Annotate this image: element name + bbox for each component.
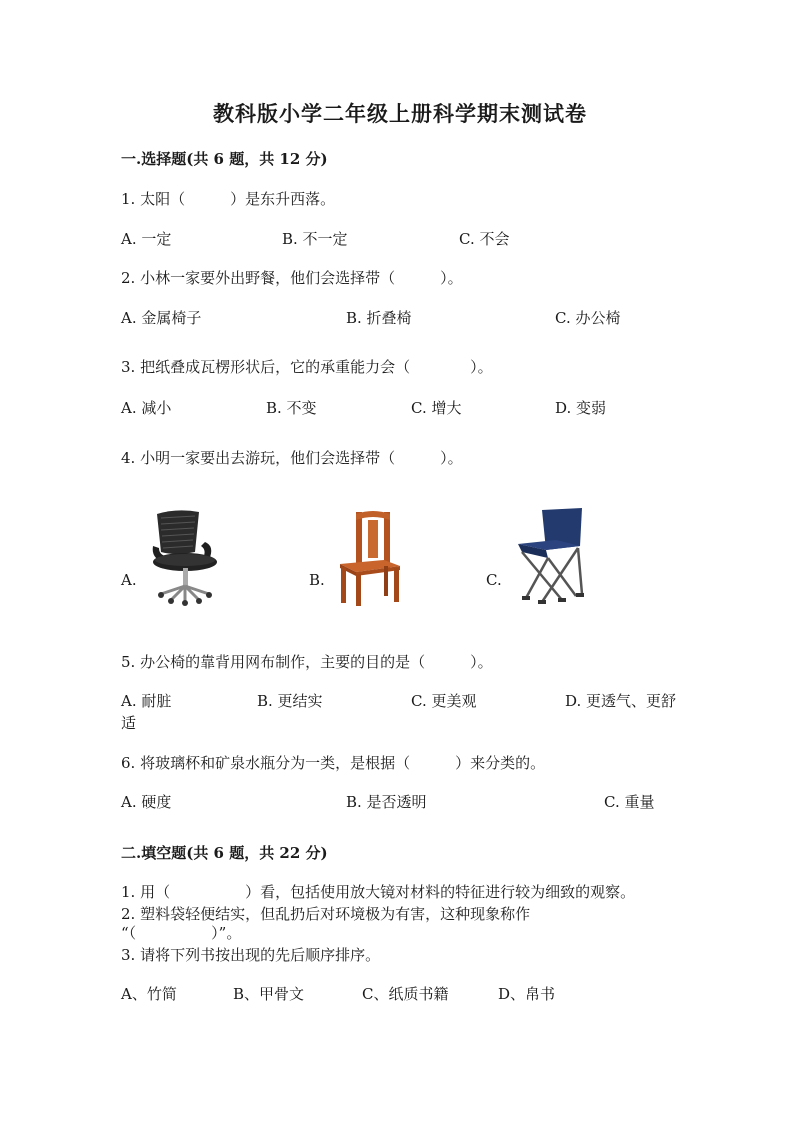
fill-q3-option-a: A、竹简 bbox=[121, 985, 177, 1003]
fill-q3-option-b: B、甲骨文 bbox=[233, 985, 305, 1003]
question-5: 5. 办公椅的靠背用网布制作，主要的目的是（ ）。 bbox=[121, 653, 493, 671]
q5-option-b: B. 更结实 bbox=[257, 692, 323, 710]
wooden-chair-image bbox=[334, 508, 406, 608]
q6-option-c: C. 重量 bbox=[604, 793, 655, 811]
q5-option-c: C. 更美观 bbox=[411, 692, 477, 710]
q4-option-a: A. bbox=[121, 571, 137, 589]
question-1: 1. 太阳（ ）是东升西落。 bbox=[121, 190, 336, 208]
q3-option-c: C. 增大 bbox=[411, 399, 462, 417]
section-heading-fill: 二.填空题(共 6 题，共 22 分) bbox=[121, 844, 328, 862]
q6-option-b: B. 是否透明 bbox=[346, 793, 427, 811]
q1-option-b: B. 不一定 bbox=[282, 230, 348, 248]
office-chair-image bbox=[147, 506, 225, 606]
q3-option-a: A. 减小 bbox=[121, 399, 172, 417]
q4-option-b: B. bbox=[309, 571, 325, 589]
fill-question-3: 3. 请将下列书按出现的先后顺序排序。 bbox=[121, 946, 381, 964]
q5-option-d: D. 更透气、更舒 bbox=[565, 692, 677, 710]
q3-option-b: B. 不变 bbox=[266, 399, 317, 417]
section-heading-choice: 一.选择题(共 6 题，共 12 分) bbox=[121, 150, 328, 168]
q3-option-d: D. 变弱 bbox=[555, 399, 607, 417]
q5-option-a: A. 耐脏 bbox=[121, 692, 172, 710]
page-title: 教科版小学二年级上册科学期末测试卷 bbox=[213, 101, 587, 126]
question-6: 6. 将玻璃杯和矿泉水瓶分为一类，是根据（ ）来分类的。 bbox=[121, 754, 546, 772]
fill-q3-option-c: C、纸质书籍 bbox=[362, 985, 449, 1003]
q2-option-b: B. 折叠椅 bbox=[346, 309, 412, 327]
fill-question-1: 1. 用（ ）看，包括使用放大镜对材料的特征进行较为细致的观察。 bbox=[121, 883, 636, 901]
q1-option-c: C. 不会 bbox=[459, 230, 510, 248]
q2-option-c: C. 办公椅 bbox=[555, 309, 621, 327]
fill-question-2-blank: “（ ）”。 bbox=[121, 924, 242, 942]
folding-chair-image bbox=[512, 506, 592, 606]
fill-q3-option-d: D、帛书 bbox=[498, 985, 556, 1003]
question-4: 4. 小明一家要出去游玩，他们会选择带（ ）。 bbox=[121, 449, 463, 467]
fill-question-2: 2. 塑料袋轻便结实，但乱扔后对环境极为有害，这种现象称作 bbox=[121, 905, 531, 923]
q6-option-a: A. 硬度 bbox=[121, 793, 172, 811]
q5-option-d-wrap: 适 bbox=[121, 714, 137, 732]
q4-option-c: C. bbox=[486, 571, 502, 589]
question-3: 3. 把纸叠成瓦楞形状后，它的承重能力会（ ）。 bbox=[121, 358, 493, 376]
q1-option-a: A. 一定 bbox=[121, 230, 172, 248]
question-2: 2. 小林一家要外出野餐，他们会选择带（ ）。 bbox=[121, 269, 463, 287]
q2-option-a: A. 金属椅子 bbox=[121, 309, 202, 327]
